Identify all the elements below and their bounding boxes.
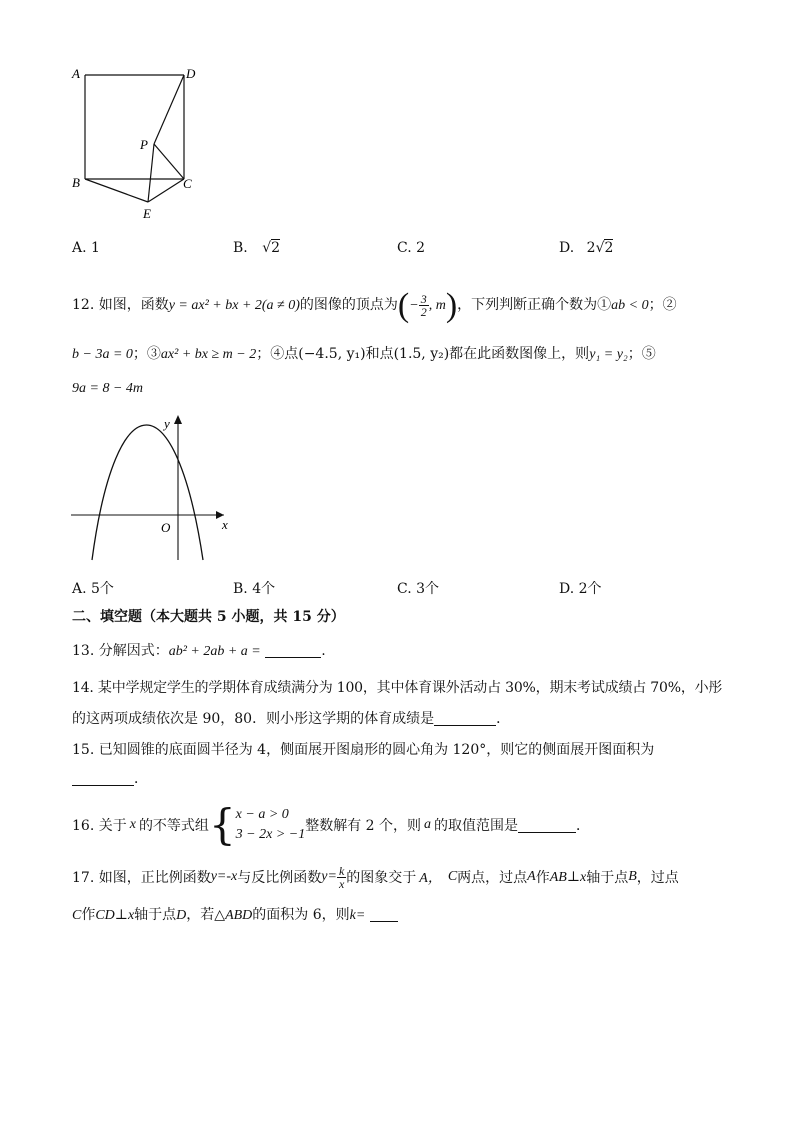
q11-option-c: C. 2 <box>397 240 426 256</box>
q12-mid: 的图像的顶点为 <box>299 297 398 313</box>
q17-line2-p1: 作 <box>81 907 96 923</box>
q14-line2 <box>72 708 510 728</box>
q12-option-c: C. 3个 <box>397 581 440 597</box>
q12-sep4: ； <box>627 346 642 362</box>
label-E: E <box>143 206 151 221</box>
q16-ineq2: 3 − 2x > −1 <box>235 827 306 842</box>
q15-blank <box>72 771 134 786</box>
q12-s5-mark: ⑤ <box>641 346 656 362</box>
q17-A: A， <box>419 871 442 886</box>
q12-vertex-num: 3 <box>420 292 427 307</box>
q14-line1: 14. 某中学规定学生的学期体育成绩满分为 100，其中体育课外活动占 30%，期末考试成绩占 70%，小彤 <box>72 680 723 696</box>
q14-end: ． <box>496 711 511 727</box>
q11-option-d-value: 2√2 <box>586 240 614 256</box>
q12-sep1: ； <box>648 297 663 313</box>
q12-s1: ab < 0 <box>611 298 649 313</box>
q17-B: B <box>628 869 637 884</box>
q12-vertex-den: 2 <box>420 305 427 320</box>
section-2-title: 二、填空题（本大题共 5 小题，共 15 分） <box>72 609 345 625</box>
q17-line2-p3: ，若 <box>186 907 215 923</box>
q17-line1 <box>72 855 679 899</box>
q11-option-b <box>233 240 280 256</box>
q13 <box>72 640 326 660</box>
q12-vertex-m: m <box>435 298 446 313</box>
q17-f1: y=-x <box>210 869 238 884</box>
q17-frac-den: x <box>338 876 345 891</box>
q16-var-x: x <box>129 817 136 832</box>
q17-f2-lhs: y= <box>321 869 337 884</box>
q15-line2 <box>72 768 148 788</box>
q12-s4a: 点(−4.5, y₁)和点(1.5, y₂)都在此函数图像上，则 <box>284 346 590 362</box>
q15-line1: 15. 已知圆锥的底面圆半径为 4，侧面展开图扇形的圆心角为 120°，则它的侧面展开图面积为 <box>72 742 655 758</box>
q12-line2 <box>72 343 656 363</box>
q12-s1-mark: ① <box>597 297 612 313</box>
q12-s3: ax² + bx ≥ m − 2 <box>160 347 257 362</box>
q16 <box>72 800 590 850</box>
q17-CD: CD⊥x <box>95 908 135 923</box>
q12-line3 <box>72 380 143 397</box>
q16-mid: 的不等式组 <box>138 818 209 834</box>
q12-s3-mark: ③ <box>146 346 161 362</box>
q12-s4-mark: ④ <box>270 346 285 362</box>
q13-expr: ab² + 2ab + a = <box>168 644 261 659</box>
q17-p6: 轴于点 <box>586 870 629 886</box>
label-A: A <box>72 66 80 81</box>
q12-line1 <box>72 285 677 325</box>
q12-s4b: y₁ = y₂ <box>589 347 628 362</box>
q14-line2-text: 的这两项成绩依次是 90，80．则小彤这学期的体育成绩是 <box>72 711 435 727</box>
q16-prefix: 16. 关于 <box>72 818 127 834</box>
q16-ineq1: x − a > 0 <box>235 807 289 822</box>
q13-end: . <box>321 643 326 659</box>
q17-A2: A <box>527 869 536 884</box>
q16-after: 整数解有 2 个，则 <box>305 818 422 834</box>
q17-D: D <box>176 908 187 923</box>
q12-sep2: ； <box>132 346 147 362</box>
q12-s2: b − 3a = 0 <box>72 347 133 362</box>
q17-kk: k= <box>349 908 366 923</box>
q11-option-b-label: B. <box>233 240 248 256</box>
q15-end: ． <box>134 771 148 787</box>
q16-system <box>236 805 306 845</box>
q17-p4: 两点，过点 <box>457 870 528 886</box>
q16-brace: { <box>208 800 236 849</box>
q17-p7: ，过点 <box>636 870 679 886</box>
q16-var-a: a <box>424 817 432 832</box>
square-figure <box>66 62 206 224</box>
label-P: P <box>140 137 148 152</box>
q11-option-b-sqrt: √2 <box>262 240 281 256</box>
axis-x-label: x <box>222 517 228 532</box>
parabola-figure <box>66 410 246 570</box>
q12-vertex: (− $\frac{3}{2}$ , m) <box>397 286 458 324</box>
q17-C: C <box>447 869 458 884</box>
q11-option-d-coef: 2 <box>586 240 596 256</box>
q17-p2: 与反比例函数 <box>237 870 322 886</box>
q17-blank <box>370 907 398 922</box>
q11-option-d-radicand: 2 <box>604 240 614 256</box>
q17-AB: AB⊥x <box>549 869 587 885</box>
q17-line2 <box>72 904 398 924</box>
q17-tri: △ABD <box>214 908 253 923</box>
label-D: D <box>186 66 196 81</box>
q12-vertex-fraction <box>419 293 429 318</box>
q16-end: ． <box>576 818 591 834</box>
q17-p1: 17. 如图，正比例函数 <box>72 870 211 886</box>
q12-option-b: B. 4个 <box>233 581 276 597</box>
q17-line2-C: C <box>72 908 82 923</box>
q17-line2-p2: 轴于点 <box>134 907 177 923</box>
q12-intro: 12. 如图，函数 <box>72 297 169 313</box>
q12-s2-mark: ② <box>662 297 677 313</box>
q13-blank <box>265 643 321 658</box>
q14-blank <box>434 711 496 726</box>
q12-function: y = ax² + bx + 2(a ≠ 0) <box>168 298 300 313</box>
q17-frac-num: k <box>338 863 345 878</box>
label-C: C <box>183 176 192 191</box>
q12-option-a: A. 5个 <box>72 581 114 597</box>
q13-prefix: 13. 分解因式： <box>72 643 169 659</box>
q17-p3: 的图象交于 <box>346 870 417 886</box>
q11-option-d-label: D. <box>559 240 575 256</box>
q11-option-d <box>559 240 613 256</box>
q11-option-b-radicand: 2 <box>271 240 281 256</box>
label-B: B <box>72 175 80 190</box>
axis-y-label: y <box>164 416 170 431</box>
q11-option-a: A. 1 <box>72 240 100 256</box>
q17-line2-p4: 的面积为 6，则 <box>252 907 350 923</box>
q17-p5: 作 <box>535 870 550 886</box>
q12-option-d: D. 2个 <box>559 581 602 597</box>
q16-after2: 的取值范围是 <box>434 818 519 834</box>
q12-sep3: ； <box>256 346 271 362</box>
q16-blank <box>518 818 576 833</box>
q12-s5: 9a = 8 − 4m <box>72 381 144 396</box>
q12-after: ，下列判断正确个数为 <box>457 297 598 313</box>
origin-label: O <box>161 520 171 535</box>
q17-fraction <box>337 865 346 890</box>
